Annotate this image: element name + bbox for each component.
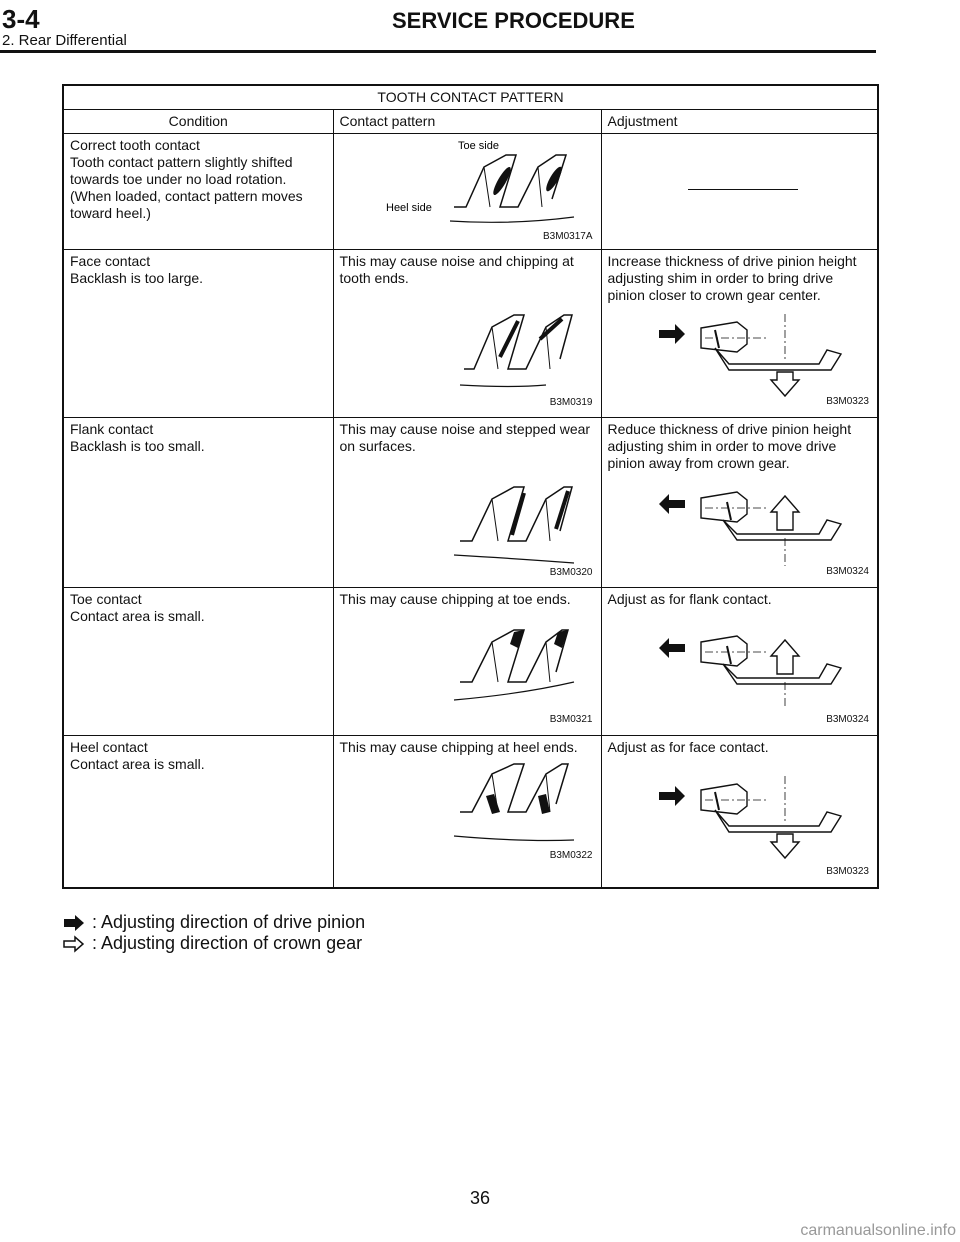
adjustment-cell [601,588,878,736]
pinion-crown-adjust-figure [619,472,859,568]
legend-item-drive-pinion [62,912,365,933]
adjustment-line: pinion closer to crown gear center. [607,287,821,303]
adjustment-cell [601,736,878,888]
adjustment-line: Reduce thickness of drive pinion height [607,421,852,437]
pinion-crown-adjust-figure [619,608,859,712]
table-row [63,250,878,418]
condition-cell [63,736,333,888]
crown-gear-arrow-icon [771,496,799,530]
section-subtitle: 2. Rear Differential [2,32,127,49]
toe-side-label: Toe side [458,140,499,152]
condition-cell [63,134,333,250]
drive-pinion-arrow-icon [659,638,685,658]
table-row [63,588,878,736]
figure-code: B3M0322 [549,850,593,861]
adjustment-cell [601,250,878,418]
crown-gear-arrow-icon [771,834,799,858]
gear-tooth-figure [342,137,592,229]
page-number: 36 [469,1188,491,1208]
condition-line: Toe contact [70,591,142,607]
pinion-crown-adjust-figure [619,304,859,400]
condition-line: Contact area is small. [70,756,205,772]
figure-code: B3M0323 [826,396,869,407]
figure-code: B3M0319 [549,397,593,408]
no-adjustment-dash [688,189,798,190]
tooth-contact-table [62,84,879,889]
adjustment-cell [601,134,878,250]
pattern-text-line: This may cause noise and chipping at [339,253,574,269]
table-row [63,418,878,588]
condition-line: toward heel.) [70,205,151,221]
pattern-cell [333,134,601,250]
adjustment-cell [601,418,878,588]
condition-line: Backlash is too small. [70,438,205,454]
pinion-crown-adjust-figure [619,756,859,864]
condition-line: (When loaded, contact pattern moves [70,188,303,204]
figure-code: B3M0324 [826,714,869,725]
watermark: carmanualsonline.info [800,1222,956,1239]
legend-item-crown-gear [62,933,365,954]
crown-gear-arrow-icon [771,372,799,396]
condition-line: towards toe under no load rotation. [70,171,287,187]
condition-line: Face contact [70,253,151,269]
condition-cell [63,250,333,418]
page-title: SERVICE PROCEDURE [392,8,635,33]
contact-patch [544,165,565,193]
condition-line: Backlash is too large. [70,270,204,286]
contact-patch [491,165,514,197]
header-rule [0,50,876,53]
crown-gear-arrow-icon [771,640,799,674]
drive-pinion-arrow-icon [659,786,685,806]
condition-line: Tooth contact pattern slightly shifted [70,154,293,170]
outline-arrow-icon [62,935,86,953]
section-number: 3-4 [2,4,40,34]
figure-code: B3M0321 [549,714,593,725]
column-header-contact-pattern: Contact pattern [333,110,601,134]
condition-cell [63,418,333,588]
gear-tooth-figure [342,455,592,565]
pattern-text-line: This may cause chipping at heel ends. [339,739,578,755]
condition-line: Correct tooth contact [70,137,200,153]
legend-text: : Adjusting direction of drive pinion [92,912,366,932]
table-title: TOOTH CONTACT PATTERN [63,85,878,110]
figure-code: B3M0324 [826,566,869,577]
column-header-adjustment: Adjustment [601,110,878,134]
gear-tooth-figure [342,287,592,395]
condition-line: Heel contact [70,739,148,755]
legend [62,912,365,954]
table-row [63,134,878,250]
adjustment-line: adjusting shim in order to bring drive [607,270,834,286]
pattern-cell [333,418,601,588]
condition-line: Contact area is small. [70,608,205,624]
pattern-cell [333,588,601,736]
adjustment-line: Increase thickness of drive pinion height [607,253,857,269]
drive-pinion-arrow-icon [659,324,685,344]
pattern-cell [333,250,601,418]
pattern-text-line: This may cause chipping at toe ends. [339,591,571,607]
pattern-text-line: tooth ends. [339,270,409,286]
figure-code: B3M0320 [549,567,593,578]
figure-code: B3M0323 [826,866,869,877]
adjustment-line: Adjust as for flank contact. [607,591,772,607]
figure-code: B3M0317A [543,231,593,242]
drive-pinion-arrow-icon [659,494,685,514]
condition-line: Flank contact [70,421,154,437]
adjustment-line: Adjust as for face contact. [607,739,769,755]
condition-cell [63,588,333,736]
gear-tooth-figure [342,756,592,852]
heel-side-label: Heel side [386,202,432,214]
column-header-condition: Condition [63,110,333,134]
adjustment-line: adjusting shim in order to move drive [607,438,837,454]
legend-text: : Adjusting direction of crown gear [92,933,363,953]
table-row [63,736,878,888]
pattern-cell [333,736,601,888]
adjustment-line: pinion away from crown gear. [607,455,790,471]
pattern-text-line: This may cause noise and stepped wear [339,421,591,437]
pattern-text-line: on surfaces. [339,438,416,454]
gear-tooth-figure [342,608,592,712]
solid-arrow-icon [62,914,86,932]
